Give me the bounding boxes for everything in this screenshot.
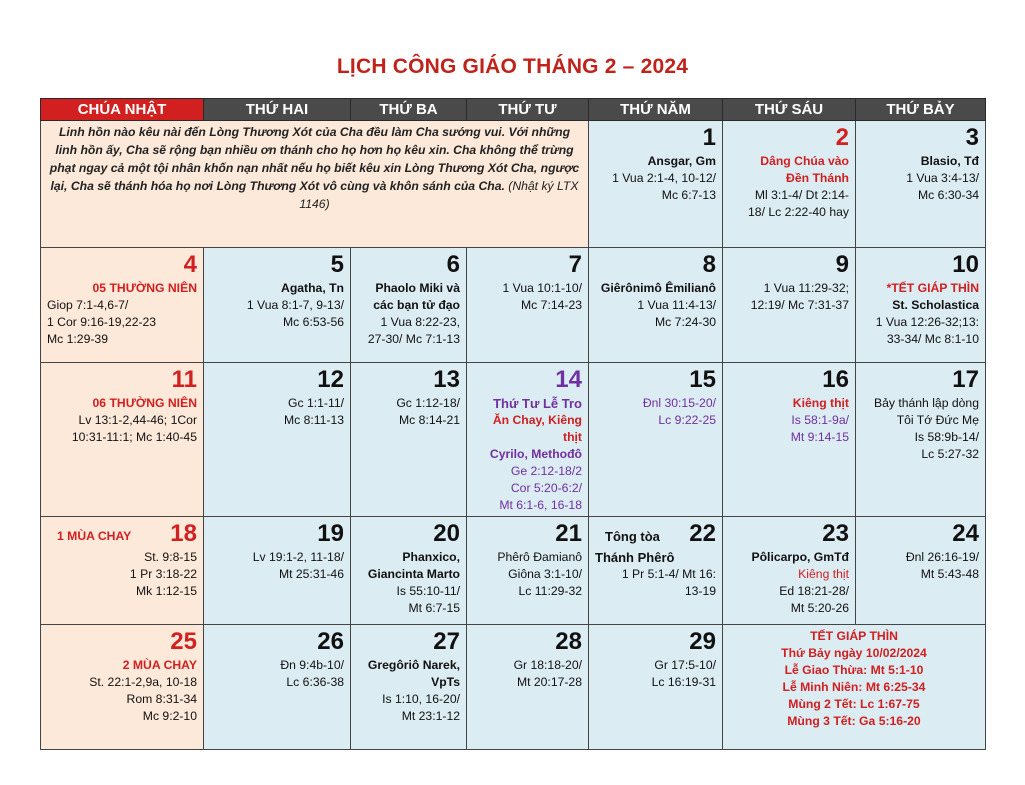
fasting-note: Ăn Chay, Kiêng thịt	[492, 413, 582, 444]
reading: 33-34/ Mc 8:1-10	[886, 332, 979, 346]
reading: Gc 1:12-18/	[396, 396, 460, 410]
reading: 1 Pr 3:18-22	[129, 567, 197, 581]
reading: 1 Vua 12:26-32;13:	[875, 315, 979, 329]
tet-reading: Mùng 3 Tết: Ga 5:16-20	[787, 714, 921, 728]
day-number: 7	[568, 251, 582, 278]
day-number: 12	[317, 366, 344, 393]
reading: Gr 17:5-10/	[654, 658, 716, 672]
reading: Is 58:1-9a/	[791, 413, 849, 427]
tet-info-cell	[723, 625, 986, 750]
reading: Is 1:10, 16-20/	[382, 692, 460, 706]
day-cell-5[interactable]	[204, 248, 351, 363]
header-friday: THỨ SÁU	[723, 99, 856, 121]
day-number: 15	[689, 366, 716, 393]
reading: 27-30/ Mc 7:1-13	[367, 332, 460, 346]
day-cell-25[interactable]	[41, 625, 204, 750]
tet-reading: Lễ Giao Thừa: Mt 5:1-10	[784, 663, 924, 677]
reading: Mt 6:7-15	[408, 601, 460, 615]
reading: Gr 18:18-20/	[513, 658, 582, 672]
saint-name: Giêrônimô Êmilianô	[600, 281, 716, 295]
tet-reading: Lễ Minh Niên: Mt 6:25-34	[782, 680, 926, 694]
week-row	[41, 363, 986, 517]
saint-name: Phanxico,	[402, 550, 460, 564]
reading: Giop 7:1-4,6-7/	[47, 298, 129, 312]
tet-title: TẾT GIÁP THÌN	[810, 629, 898, 643]
reading: 1 Vua 11:29-32;	[763, 281, 849, 295]
day-number: 1	[702, 124, 716, 151]
header-wednesday: THỨ TƯ	[467, 99, 589, 121]
reading: Ml 3:1-4/ Dt 2:14-	[754, 188, 849, 202]
reading: 12:19/ Mc 7:31-37	[750, 298, 849, 312]
day-number: 28	[555, 628, 582, 655]
reading: Is 55:10-11/	[396, 584, 460, 598]
day-cell-15[interactable]	[589, 363, 723, 517]
tet-date: Thứ Bảy ngày 10/02/2024	[781, 646, 927, 660]
day-number: 22	[689, 520, 716, 547]
day-cell-22[interactable]	[589, 517, 723, 625]
day-number: 2	[835, 124, 849, 151]
reading: Mt 23:1-12	[401, 709, 460, 723]
header-tuesday: THỨ BA	[351, 99, 467, 121]
day-number: 25	[170, 628, 197, 655]
reading: Mc 8:11-13	[283, 413, 344, 427]
day-number: 9	[835, 251, 849, 278]
header-monday: THỨ HAI	[204, 99, 351, 121]
reading: Mc 8:14-21	[399, 413, 460, 427]
day-number: 11	[171, 366, 197, 393]
day-number: 24	[952, 520, 979, 547]
week-row	[41, 121, 986, 248]
day-cell-28[interactable]	[467, 625, 589, 750]
liturgical-week: 06 THƯỜNG NIÊN	[92, 396, 197, 410]
reading: 1 Vua 11:4-13/	[637, 298, 716, 312]
reading: Mt 20:17-28	[516, 675, 582, 689]
saint-name: Agatha, Tn	[281, 281, 344, 295]
divine-mercy-quote: Linh hồn nào kêu nài đến Lòng Thương Xót của Cha đều làm Cha sướng vui. Với những linh hồn ấy, Cha sẽ rộng bạn nhiều ơn thánh cho họ hơn họ kêu xin. Cha không thể trừng phạt ngay cả một tội nhân khốn nạn nhất nếu họ biết kêu xin Lòng Thương Xót Cha, ngược lại, Cha sẽ thánh hóa họ nơi Lòng Thương Xót vô cùng và khôn sánh của Cha. (Nhật ký LTX 1146)	[49, 125, 580, 211]
day-cell-24[interactable]	[856, 517, 986, 625]
saint-name: Cyrilo, Methođô	[489, 447, 582, 461]
reading: Cor 5:20-6:2/	[510, 481, 582, 495]
day-cell-8[interactable]	[589, 248, 723, 363]
week-row	[41, 625, 986, 750]
day-cell-10[interactable]	[856, 248, 986, 363]
day-cell-11[interactable]	[41, 363, 204, 517]
day-number: 18	[170, 520, 197, 547]
day-number: 16	[822, 366, 849, 393]
saint-name: Phaolo Miki và	[375, 281, 460, 295]
header-row	[41, 99, 986, 121]
reading: Mc 7:14-23	[521, 298, 582, 312]
feast-name: Đền Thánh	[786, 171, 849, 185]
reading: Mc 9:2-10	[142, 709, 197, 723]
reading: Đnl 26:16-19/	[905, 550, 979, 564]
day-number: 21	[555, 520, 582, 547]
reading: Mt 5:43-48	[920, 567, 979, 581]
reading: Mt 9:14-15	[790, 430, 849, 444]
saint-name: Pôlicarpo, GmTđ	[751, 550, 849, 564]
day-cell-12[interactable]	[204, 363, 351, 517]
reading: 1 Vua 8:1-7, 9-13/	[246, 298, 344, 312]
reading: Mc 6:7-13	[661, 188, 716, 202]
reading: Mc 7:24-30	[655, 315, 716, 329]
reading: Ed 18:21-28/	[779, 584, 849, 598]
reading: 18/ Lc 2:22-40 hay	[748, 205, 849, 219]
reading: Lc 11:29-32	[518, 584, 582, 598]
day-cell-16[interactable]	[723, 363, 856, 517]
reading: Mc 1:29-39	[47, 332, 108, 346]
reading: Lc 5:27-32	[921, 447, 979, 461]
reading: Lv 19:1-2, 11-18/	[252, 550, 344, 564]
feast-name: Thánh Phêrô	[595, 550, 675, 565]
page-title: LỊCH CÔNG GIÁO THÁNG 2 – 2024	[336, 55, 689, 78]
day-cell-2[interactable]	[723, 121, 856, 248]
day-number: 23	[822, 520, 849, 547]
day-cell-18[interactable]	[41, 517, 204, 625]
reading: Mc 6:53-56	[283, 315, 344, 329]
reading: St. 9:8-15	[144, 550, 197, 564]
day-number: 4	[183, 251, 197, 278]
day-cell-29[interactable]	[589, 625, 723, 750]
day-cell-13[interactable]	[351, 363, 467, 517]
reading: Đnl 30:15-20/	[642, 396, 716, 410]
day-cell-21[interactable]	[467, 517, 589, 625]
reading: Lc 6:36-38	[286, 675, 344, 689]
day-cell-20[interactable]	[351, 517, 467, 625]
reading: Ge 2:12-18/2	[510, 464, 582, 478]
calendar-table	[40, 98, 986, 750]
day-cell-1[interactable]	[589, 121, 723, 248]
reading: Lv 13:1-2,44-46; 1Cor	[78, 413, 197, 427]
reading: 1 Vua 3:4-13/	[906, 171, 979, 185]
feast-name: Dâng Chúa vào	[760, 154, 849, 168]
header-saturday: THỨ BẢY	[856, 99, 986, 121]
day-cell-7[interactable]	[467, 248, 589, 363]
saint-name: Blasio, Tđ	[920, 154, 979, 168]
reading: Mt 25:31-46	[278, 567, 344, 581]
reading: 10:31-11:1; Mc 1:40-45	[71, 430, 197, 444]
day-number: 10	[952, 251, 979, 278]
reading: 1 Vua 8:22-23,	[380, 315, 460, 329]
reading: 1 Vua 10:1-10/	[502, 281, 582, 295]
reading: St. 22:1-2,9a, 10-18	[89, 675, 197, 689]
reading: Lc 9:22-25	[658, 413, 716, 427]
feast-name: Tông tòa	[605, 529, 660, 544]
reading: 1 Vua 2:1-4, 10-12/	[612, 171, 716, 185]
reading: Mt 6:1-6, 16-18	[499, 498, 582, 512]
saint-name: Bảy thánh lập dòng	[873, 396, 979, 410]
reading: Giôna 3:1-10/	[508, 567, 582, 581]
day-cell-6[interactable]	[351, 248, 467, 363]
reading: Mt 5:20-26	[790, 601, 849, 615]
saint-name: Giancinta Marto	[367, 567, 460, 581]
quote-cell	[41, 121, 589, 248]
saint-name: VpTs	[431, 675, 460, 689]
header-thursday: THỨ NĂM	[589, 99, 723, 121]
day-number: 19	[317, 520, 344, 547]
reading: 13-19	[684, 584, 716, 598]
day-number: 13	[433, 366, 460, 393]
tet-notice: *TẾT GIÁP THÌN	[886, 281, 979, 295]
saint-name: Tôi Tớ Đức Mẹ	[896, 413, 979, 427]
day-number: 29	[689, 628, 716, 655]
day-cell-23[interactable]	[723, 517, 856, 625]
reading: Gc 1:1-11/	[288, 396, 344, 410]
day-cell-9[interactable]	[723, 248, 856, 363]
day-cell-17[interactable]	[856, 363, 986, 517]
saint-name: Phêrô Đamianô	[497, 550, 582, 564]
feast-name: Thứ Tư Lễ Tro	[493, 396, 582, 411]
day-cell-3[interactable]	[856, 121, 986, 248]
fasting-note: Kiêng thịt	[792, 396, 849, 410]
week-row	[41, 517, 986, 625]
day-number: 14	[555, 366, 582, 393]
reading: Đn 9:4b-10/	[280, 658, 344, 672]
day-number: 3	[965, 124, 979, 151]
day-cell-14[interactable]	[467, 363, 589, 517]
day-number: 27	[433, 628, 460, 655]
saint-name: Gregôriô Narek,	[367, 658, 460, 672]
day-cell-27[interactable]	[351, 625, 467, 750]
liturgical-week: 2 MÙA CHAY	[122, 658, 197, 672]
reading: Rom 8:31-34	[126, 692, 197, 706]
reading: 1 Pr 5:1-4/ Mt 16:	[621, 567, 716, 581]
fasting-note: Kiêng thịt	[798, 567, 849, 581]
day-number: 26	[317, 628, 344, 655]
tet-reading: Mùng 2 Tết: Lc 1:67-75	[788, 697, 920, 711]
reading: Mk 1:12-15	[136, 584, 197, 598]
day-number: 20	[433, 520, 460, 547]
saint-name: các bạn tử đạo	[373, 298, 460, 312]
reading: 1 Cor 9:16-19,22-23	[47, 315, 157, 329]
reading: Mc 6:30-34	[918, 188, 979, 202]
day-number: 17	[952, 366, 979, 393]
day-number: 6	[446, 251, 460, 278]
liturgical-week: 05 THƯỜNG NIÊN	[92, 281, 197, 295]
liturgical-week: 1 MÙA CHAY	[57, 529, 132, 543]
day-number: 5	[330, 251, 344, 278]
day-cell-4[interactable]	[41, 248, 204, 363]
saint-name: St. Scholastica	[892, 298, 979, 312]
saint-name: Ansgar, Gm	[647, 154, 716, 168]
header-sunday: CHÚA NHẬT	[41, 99, 204, 121]
day-number: 8	[702, 251, 716, 278]
week-row	[41, 248, 986, 363]
reading: Lc 16:19-31	[651, 675, 716, 689]
quote-reference: (Nhật ký LTX 1146)	[299, 179, 579, 211]
reading: Is 58:9b-14/	[914, 430, 979, 444]
day-cell-26[interactable]	[204, 625, 351, 750]
day-cell-19[interactable]	[204, 517, 351, 625]
